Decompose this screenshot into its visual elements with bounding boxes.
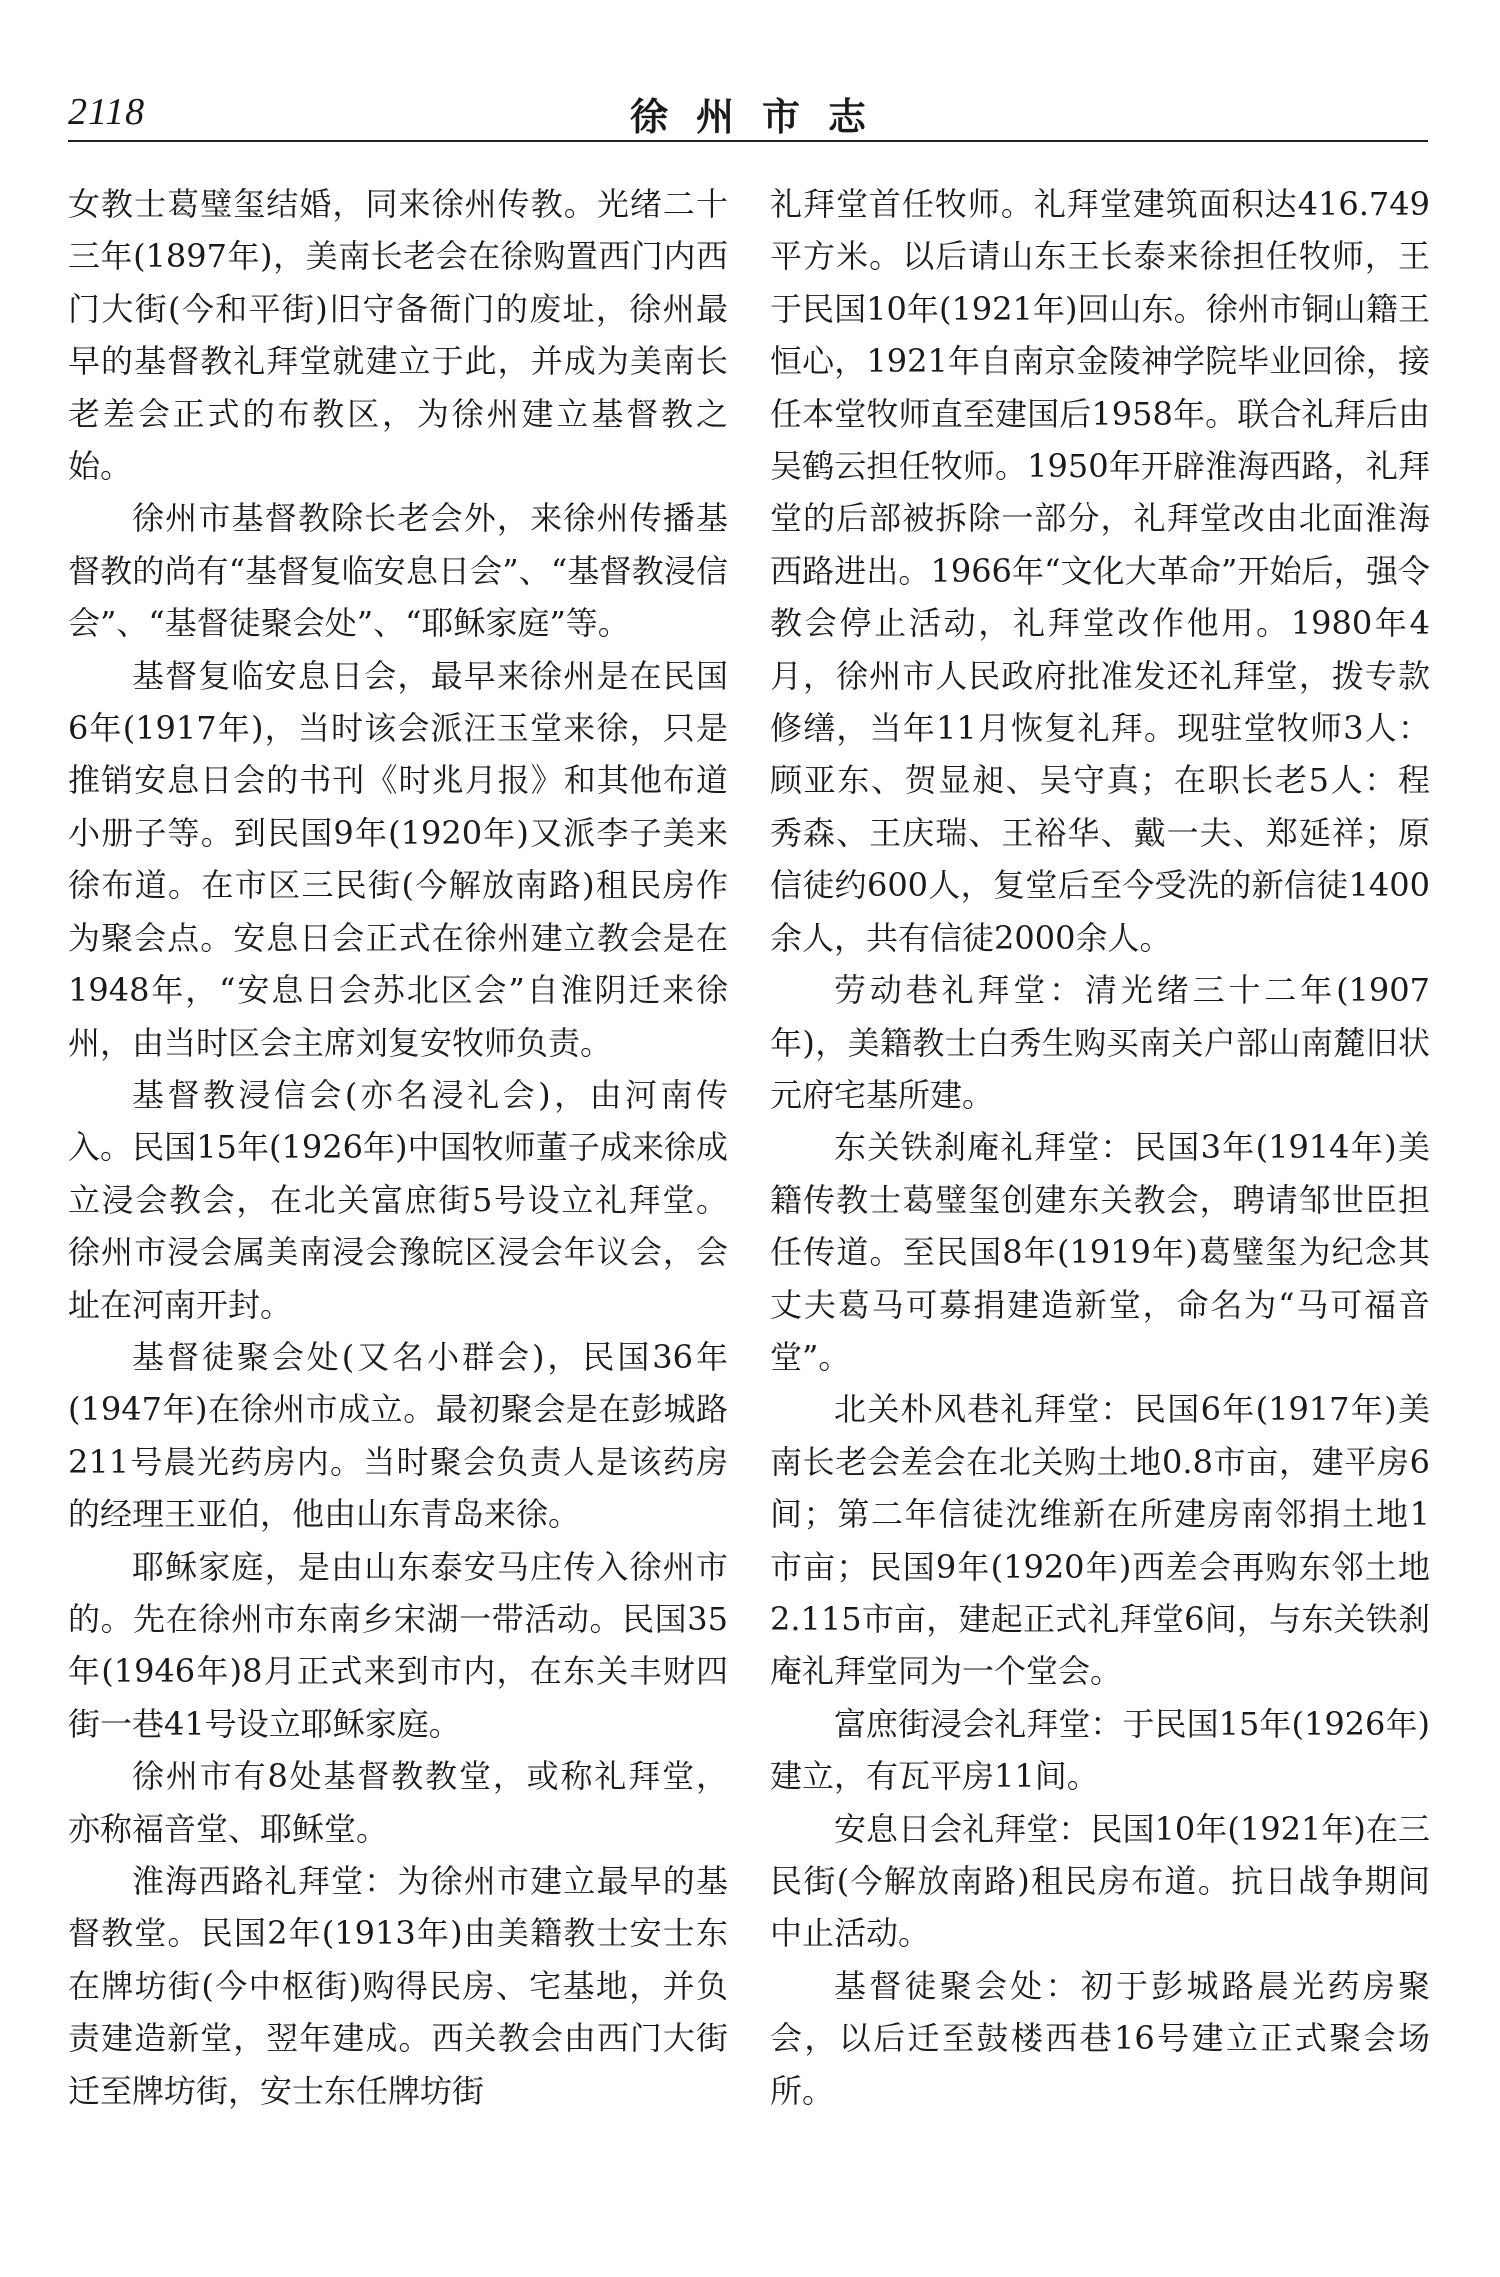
page-header <box>68 84 1428 146</box>
page-number: 2118 <box>68 91 146 133</box>
paragraph: 徐州市基督教除长老会外，来徐州传播基督教的尚有“基督复临安息日会”、“基督教浸信会”、“基督徒聚会处”、“耶稣家庭”等。 <box>68 499 728 643</box>
paragraph: 礼拜堂首任牧师。礼拜堂建筑面积达416.749平方米。以后请山东王长泰来徐担任牧师，王于民国10年(1921年)回山东。徐州市铜山籍王恒心，1921年自南京金陵神学院毕业回徐，接任本堂牧师直至建国后1958年。联合礼拜后由吴鹤云担任牧师。1950年开辟淮海西路，礼拜堂的后部被拆除一部分，礼拜堂改由北面淮海西路进出。1966年“文化大革命”开始后，强令教会停止活动，礼拜堂改作他用。1980年4月，徐州市人民政府批准发还礼拜堂，拨专款修缮，当年11月恢复礼拜。现驻堂牧师3人：顾亚东、贺显昶、吴守真；在职长老5人：程秀森、王庆瑞、王裕华、戴一夫、郑延祥；原信徒约600人，复堂后至今受洗的新信徒1400余人，共有信徒2000余人。 <box>770 185 1430 957</box>
paragraph: 徐州市有8处基督教教堂，或称礼拜堂，亦称福音堂、耶稣堂。 <box>68 1757 728 1848</box>
paragraph: 基督徒聚会处：初于彭城路晨光药房聚会，以后迁至鼓楼西巷16号建立正式聚会场所。 <box>770 1966 1430 2110</box>
paragraph: 北关朴风巷礼拜堂：民国6年(1917年)美南长老会差会在北关购土地0.8市亩，建平房6间；第二年信徒沈维新在所建房南邻捐土地1市亩；民国9年(1920年)西差会再购东邻土地2.115市亩，建起正式礼拜堂6间，与东关铁刹庵礼拜堂同为一个堂会。 <box>770 1390 1430 1691</box>
paragraph: 劳动巷礼拜堂：清光绪三十二年(1907年)，美籍教士白秀生购买南关户部山南麓旧状元府宅基所建。 <box>770 971 1430 1114</box>
paragraph: 基督教浸信会(亦名浸礼会)，由河南传入。民国15年(1926年)中国牧师董子成来徐成立浸会教会，在北关富庶街5号设立礼拜堂。徐州市浸会属美南浸会豫皖区浸会年议会，会址在河南开封。 <box>68 1075 728 1324</box>
paragraph: 女教士葛璧玺结婚，同来徐州传教。光绪二十三年(1897年)，美南长老会在徐购置西门内西门大街(今和平街)旧守备衙门的废址，徐州最早的基督教礼拜堂就建立于此，并成为美南长老差会正式的布教区，为徐州建立基督教之始。 <box>68 185 728 486</box>
paragraph: 东关铁刹庵礼拜堂：民国3年(1914年)美籍传教士葛璧玺创建东关教会，聘请邹世臣担任传道。至民国8年(1919年)葛璧玺为纪念其丈夫葛马可募捐建造新堂，命名为“马可福音堂”。 <box>770 1128 1430 1376</box>
paragraph: 耶稣家庭，是由山东泰安马庄传入徐州市的。先在徐州市东南乡宋湖一带活动。民国35年(1946年)8月正式来到市内，在东关丰财四街一巷41号设立耶稣家庭。 <box>68 1547 728 1743</box>
left-column <box>68 178 728 2117</box>
paragraph: 基督复临安息日会，最早来徐州是在民国6年(1917年)，当时该会派汪玉堂来徐，只是推销安息日会的书刊《时兆月报》和其他布道小册子等。到民国9年(1920年)又派李子美来徐布道。在市区三民街(今解放南路)租民房作为聚会点。安息日会正式在徐州建立教会是在1948年，“安息日会苏北区会”自淮阴迁来徐州，由当时区会主席刘复安牧师负责。 <box>68 656 728 1062</box>
paragraph: 淮海西路礼拜堂：为徐州市建立最早的基督教堂。民国2年(1913年)由美籍教士安士东在牌坊街(今中枢街)购得民房、宅基地，并负责建造新堂，翌年建成。西关教会由西门大街迁至牌坊街，安士东任牌坊街 <box>68 1862 728 2110</box>
header-rule <box>68 140 1428 142</box>
paragraph: 安息日会礼拜堂：民国10年(1921年)在三民街(今解放南路)租民房布道。抗日战争期间中止活动。 <box>770 1809 1430 1953</box>
paragraph: 富庶街浸会礼拜堂：于民国15年(1926年)建立，有瓦平房11间。 <box>770 1704 1430 1796</box>
right-column <box>770 178 1430 2117</box>
page-title: 徐州市志 <box>629 95 894 139</box>
paragraph: 基督徒聚会处(又名小群会)，民国36年(1947年)在徐州市成立。最初聚会是在彭城路211号晨光药房内。当时聚会负责人是该药房的经理王亚伯，他由山东青岛来徐。 <box>68 1337 728 1534</box>
